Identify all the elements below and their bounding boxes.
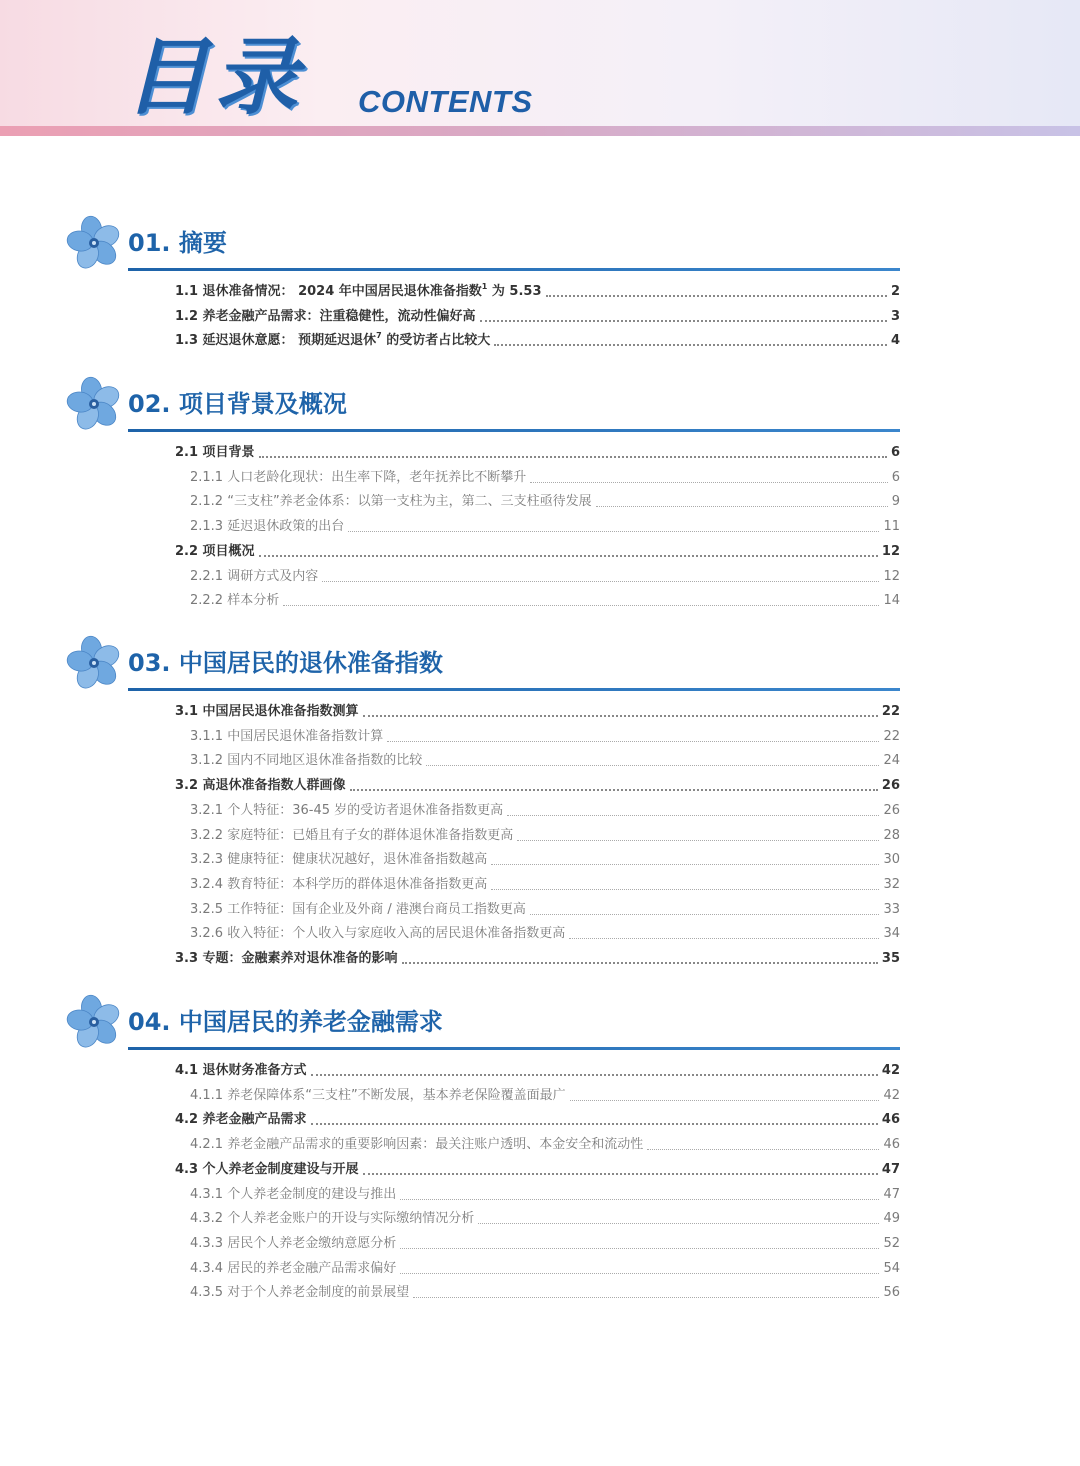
- toc-entry[interactable]: [175, 281, 900, 303]
- toc-entry-label: 4.3.4 居民的养老金融产品需求偏好: [190, 1261, 397, 1276]
- page-number: 6: [891, 470, 900, 485]
- page-subtitle: CONTENTS: [358, 84, 533, 119]
- page-number: 46: [881, 1112, 900, 1127]
- page-number: 26: [883, 803, 900, 818]
- toc-entry[interactable]: [175, 948, 900, 970]
- section-rule: [128, 688, 900, 691]
- page-number: 9: [891, 494, 900, 509]
- toc-entry-label: 4.3.1 个人养老金制度的建设与推出: [190, 1187, 397, 1202]
- page-number: 30: [883, 852, 900, 867]
- toc-entry[interactable]: [190, 726, 900, 748]
- toc-entry[interactable]: [190, 516, 900, 538]
- page-number: 14: [883, 593, 900, 608]
- toc-entry-label: 2.1 项目背景: [175, 445, 255, 460]
- toc-entry-label: 2.1.2 “三支柱”养老金体系：以第一支柱为主，第二、三支柱亟待发展: [190, 494, 592, 509]
- toc-entry[interactable]: [190, 923, 900, 945]
- dot-leader: [530, 914, 880, 915]
- section-rule: [128, 429, 900, 432]
- toc-entry-label: 4.1.1 养老保障体系“三支柱”不断发展，基本养老保险覆盖面最广: [190, 1088, 566, 1103]
- page-number: 6: [890, 445, 900, 460]
- dot-leader: [400, 1248, 879, 1249]
- page-number: 35: [881, 951, 900, 966]
- toc-entry[interactable]: [175, 442, 900, 464]
- section-rule: [128, 1047, 900, 1050]
- toc-entry[interactable]: [190, 1184, 900, 1206]
- toc-entry[interactable]: [175, 775, 900, 797]
- page-number: 49: [883, 1211, 900, 1226]
- toc-entry-label: 2.2.2 样本分析: [190, 593, 280, 608]
- toc-entry-label: 1.1 退休准备情况： 2024 年中国居民退休准备指数$^1$ 为 5.53: [175, 282, 542, 299]
- section-title: 01. 摘要: [128, 229, 227, 257]
- toc-entry-label: 2.2.1 调研方式及内容: [190, 569, 319, 584]
- dot-leader: [494, 344, 887, 346]
- toc-entry[interactable]: [190, 590, 900, 612]
- section-title: 02. 项目背景及概况: [128, 390, 347, 418]
- page-number: 46: [883, 1137, 900, 1152]
- toc-entry-label: 3.2.5 工作特征：国有企业及外商 / 港澳台商员工指数更高: [190, 902, 526, 917]
- toc-entry-label: 4.2 养老金融产品需求: [175, 1112, 307, 1127]
- dot-leader: [413, 1297, 879, 1298]
- page-number: 22: [881, 704, 900, 719]
- toc-entry-label: 3.3 专题：金融素养对退休准备的影响: [175, 951, 398, 966]
- page-number: 2: [890, 284, 900, 299]
- toc-entry[interactable]: [190, 566, 900, 588]
- page-number: 47: [881, 1162, 900, 1177]
- header-divider: [0, 126, 1080, 136]
- section-title: 04. 中国居民的养老金融需求: [128, 1008, 443, 1036]
- toc-entry-label: 2.2 项目概况: [175, 544, 255, 559]
- dot-leader: [402, 962, 878, 964]
- page-number: 32: [883, 877, 900, 892]
- dot-leader: [426, 765, 879, 766]
- dot-leader: [311, 1074, 878, 1076]
- page-title: 目录: [124, 28, 305, 126]
- toc-entry[interactable]: [175, 1060, 900, 1082]
- footnote-marker: 1: [481, 282, 488, 291]
- page-number: 56: [883, 1285, 900, 1300]
- dot-leader: [647, 1149, 879, 1150]
- dot-leader: [363, 715, 878, 717]
- dot-leader: [596, 506, 888, 507]
- page-number: 28: [883, 828, 900, 843]
- page-number: 3: [890, 309, 900, 324]
- toc-entry[interactable]: [175, 701, 900, 723]
- toc-entry-label: 3.1 中国居民退休准备指数测算: [175, 704, 359, 719]
- dot-leader: [348, 531, 879, 532]
- toc-entry[interactable]: [190, 800, 900, 822]
- dot-leader: [478, 1223, 879, 1224]
- dot-leader: [517, 840, 879, 841]
- toc-entry-label: 3.1.1 中国居民退休准备指数计算: [190, 729, 384, 744]
- toc-entry[interactable]: [190, 491, 900, 513]
- toc-entry-label: 1.2 养老金融产品需求：注重稳健性，流动性偏好高: [175, 309, 476, 324]
- toc-entry-label: 3.2.4 教育特征：本科学历的群体退休准备指数更高: [190, 877, 488, 892]
- dot-leader: [259, 456, 887, 458]
- toc-entry[interactable]: [175, 541, 900, 563]
- dot-leader: [546, 295, 887, 297]
- dot-leader: [350, 789, 878, 791]
- toc-entry-label: 3.2 高退休准备指数人群画像: [175, 778, 346, 793]
- toc-entry[interactable]: [175, 1109, 900, 1131]
- flower-icon: [66, 215, 122, 271]
- page-number: 22: [883, 729, 900, 744]
- toc-entry[interactable]: [175, 1159, 900, 1181]
- section-rule: [128, 268, 900, 271]
- dot-leader: [311, 1123, 878, 1125]
- toc-entry-label: 4.1 退休财务准备方式: [175, 1063, 307, 1078]
- footnote-marker: 7: [376, 331, 382, 340]
- toc-entry-label: 3.2.1 个人特征：36-45 岁的受访者退休准备指数更高: [190, 803, 504, 818]
- toc-entry-label: 4.3.3 居民个人养老金缴纳意愿分析: [190, 1236, 397, 1251]
- toc-entry[interactable]: [190, 1282, 900, 1304]
- dot-leader: [491, 889, 879, 890]
- page-number: 42: [881, 1063, 900, 1078]
- dot-leader: [570, 1100, 880, 1101]
- toc-entry[interactable]: [190, 1134, 900, 1156]
- dot-leader: [480, 320, 887, 322]
- toc-entry[interactable]: [190, 1208, 900, 1230]
- toc-entry[interactable]: [190, 874, 900, 896]
- dot-leader: [259, 555, 878, 557]
- dot-leader: [363, 1173, 878, 1175]
- flower-icon: [66, 994, 122, 1050]
- toc-entry[interactable]: [175, 330, 900, 352]
- toc-entry[interactable]: [190, 1258, 900, 1280]
- toc-entry-label: 3.2.6 收入特征：个人收入与家庭收入高的居民退休准备指数更高: [190, 926, 566, 941]
- page-number: 11: [883, 519, 900, 534]
- toc-entry[interactable]: [190, 750, 900, 772]
- toc-entry-label: 3.1.2 国内不同地区退休准备指数的比较: [190, 753, 423, 768]
- page-number: 12: [883, 569, 900, 584]
- toc-entry[interactable]: [190, 1233, 900, 1255]
- toc-entry-label: 2.1.3 延迟退休政策的出台: [190, 519, 345, 534]
- page-number: 52: [883, 1236, 900, 1251]
- section-title: 03. 中国居民的退休准备指数: [128, 649, 443, 677]
- dot-leader: [507, 815, 879, 816]
- dot-leader: [322, 581, 879, 582]
- toc-entry-label: 1.3 延迟退休意愿： 预期延迟退休$^7$ 的受访者占比较大: [175, 331, 491, 348]
- toc-entry[interactable]: [190, 825, 900, 847]
- flower-icon: [66, 376, 122, 432]
- page-number: 42: [883, 1088, 900, 1103]
- dot-leader: [283, 605, 879, 606]
- page-number: 26: [881, 778, 900, 793]
- page-number: 33: [883, 902, 900, 917]
- toc-entry-label: 3.2.2 家庭特征：已婚且有子女的群体退休准备指数更高: [190, 828, 514, 843]
- toc-entry[interactable]: [190, 849, 900, 871]
- page-number: 54: [883, 1261, 900, 1276]
- toc-entry-label: 4.3.2 个人养老金账户的开设与实际缴纳情况分析: [190, 1211, 475, 1226]
- dot-leader: [569, 938, 879, 939]
- page-number: 12: [881, 544, 900, 559]
- dot-leader: [530, 482, 888, 483]
- dot-leader: [400, 1199, 879, 1200]
- toc-entry[interactable]: [190, 467, 900, 489]
- dot-leader: [491, 864, 879, 865]
- toc-entry-label: 4.3.5 对于个人养老金制度的前景展望: [190, 1285, 410, 1300]
- toc-entry[interactable]: [190, 899, 900, 921]
- flower-icon: [66, 635, 122, 691]
- toc-entry-label: 4.3 个人养老金制度建设与开展: [175, 1162, 359, 1177]
- dot-leader: [387, 741, 879, 742]
- dot-leader: [400, 1273, 879, 1274]
- page-number: 34: [883, 926, 900, 941]
- toc-entry-label: 3.2.3 健康特征：健康状况越好，退休准备指数越高: [190, 852, 488, 867]
- toc-entry[interactable]: [190, 1085, 900, 1107]
- page-number: 4: [890, 333, 900, 348]
- toc-entry-label: 2.1.1 人口老龄化现状：出生率下降，老年抚养比不断攀升: [190, 470, 527, 485]
- page-number: 24: [883, 753, 900, 768]
- toc-entry-label: 4.2.1 养老金融产品需求的重要影响因素：最关注账户透明、本金安全和流动性: [190, 1137, 644, 1152]
- page-number: 47: [883, 1187, 900, 1202]
